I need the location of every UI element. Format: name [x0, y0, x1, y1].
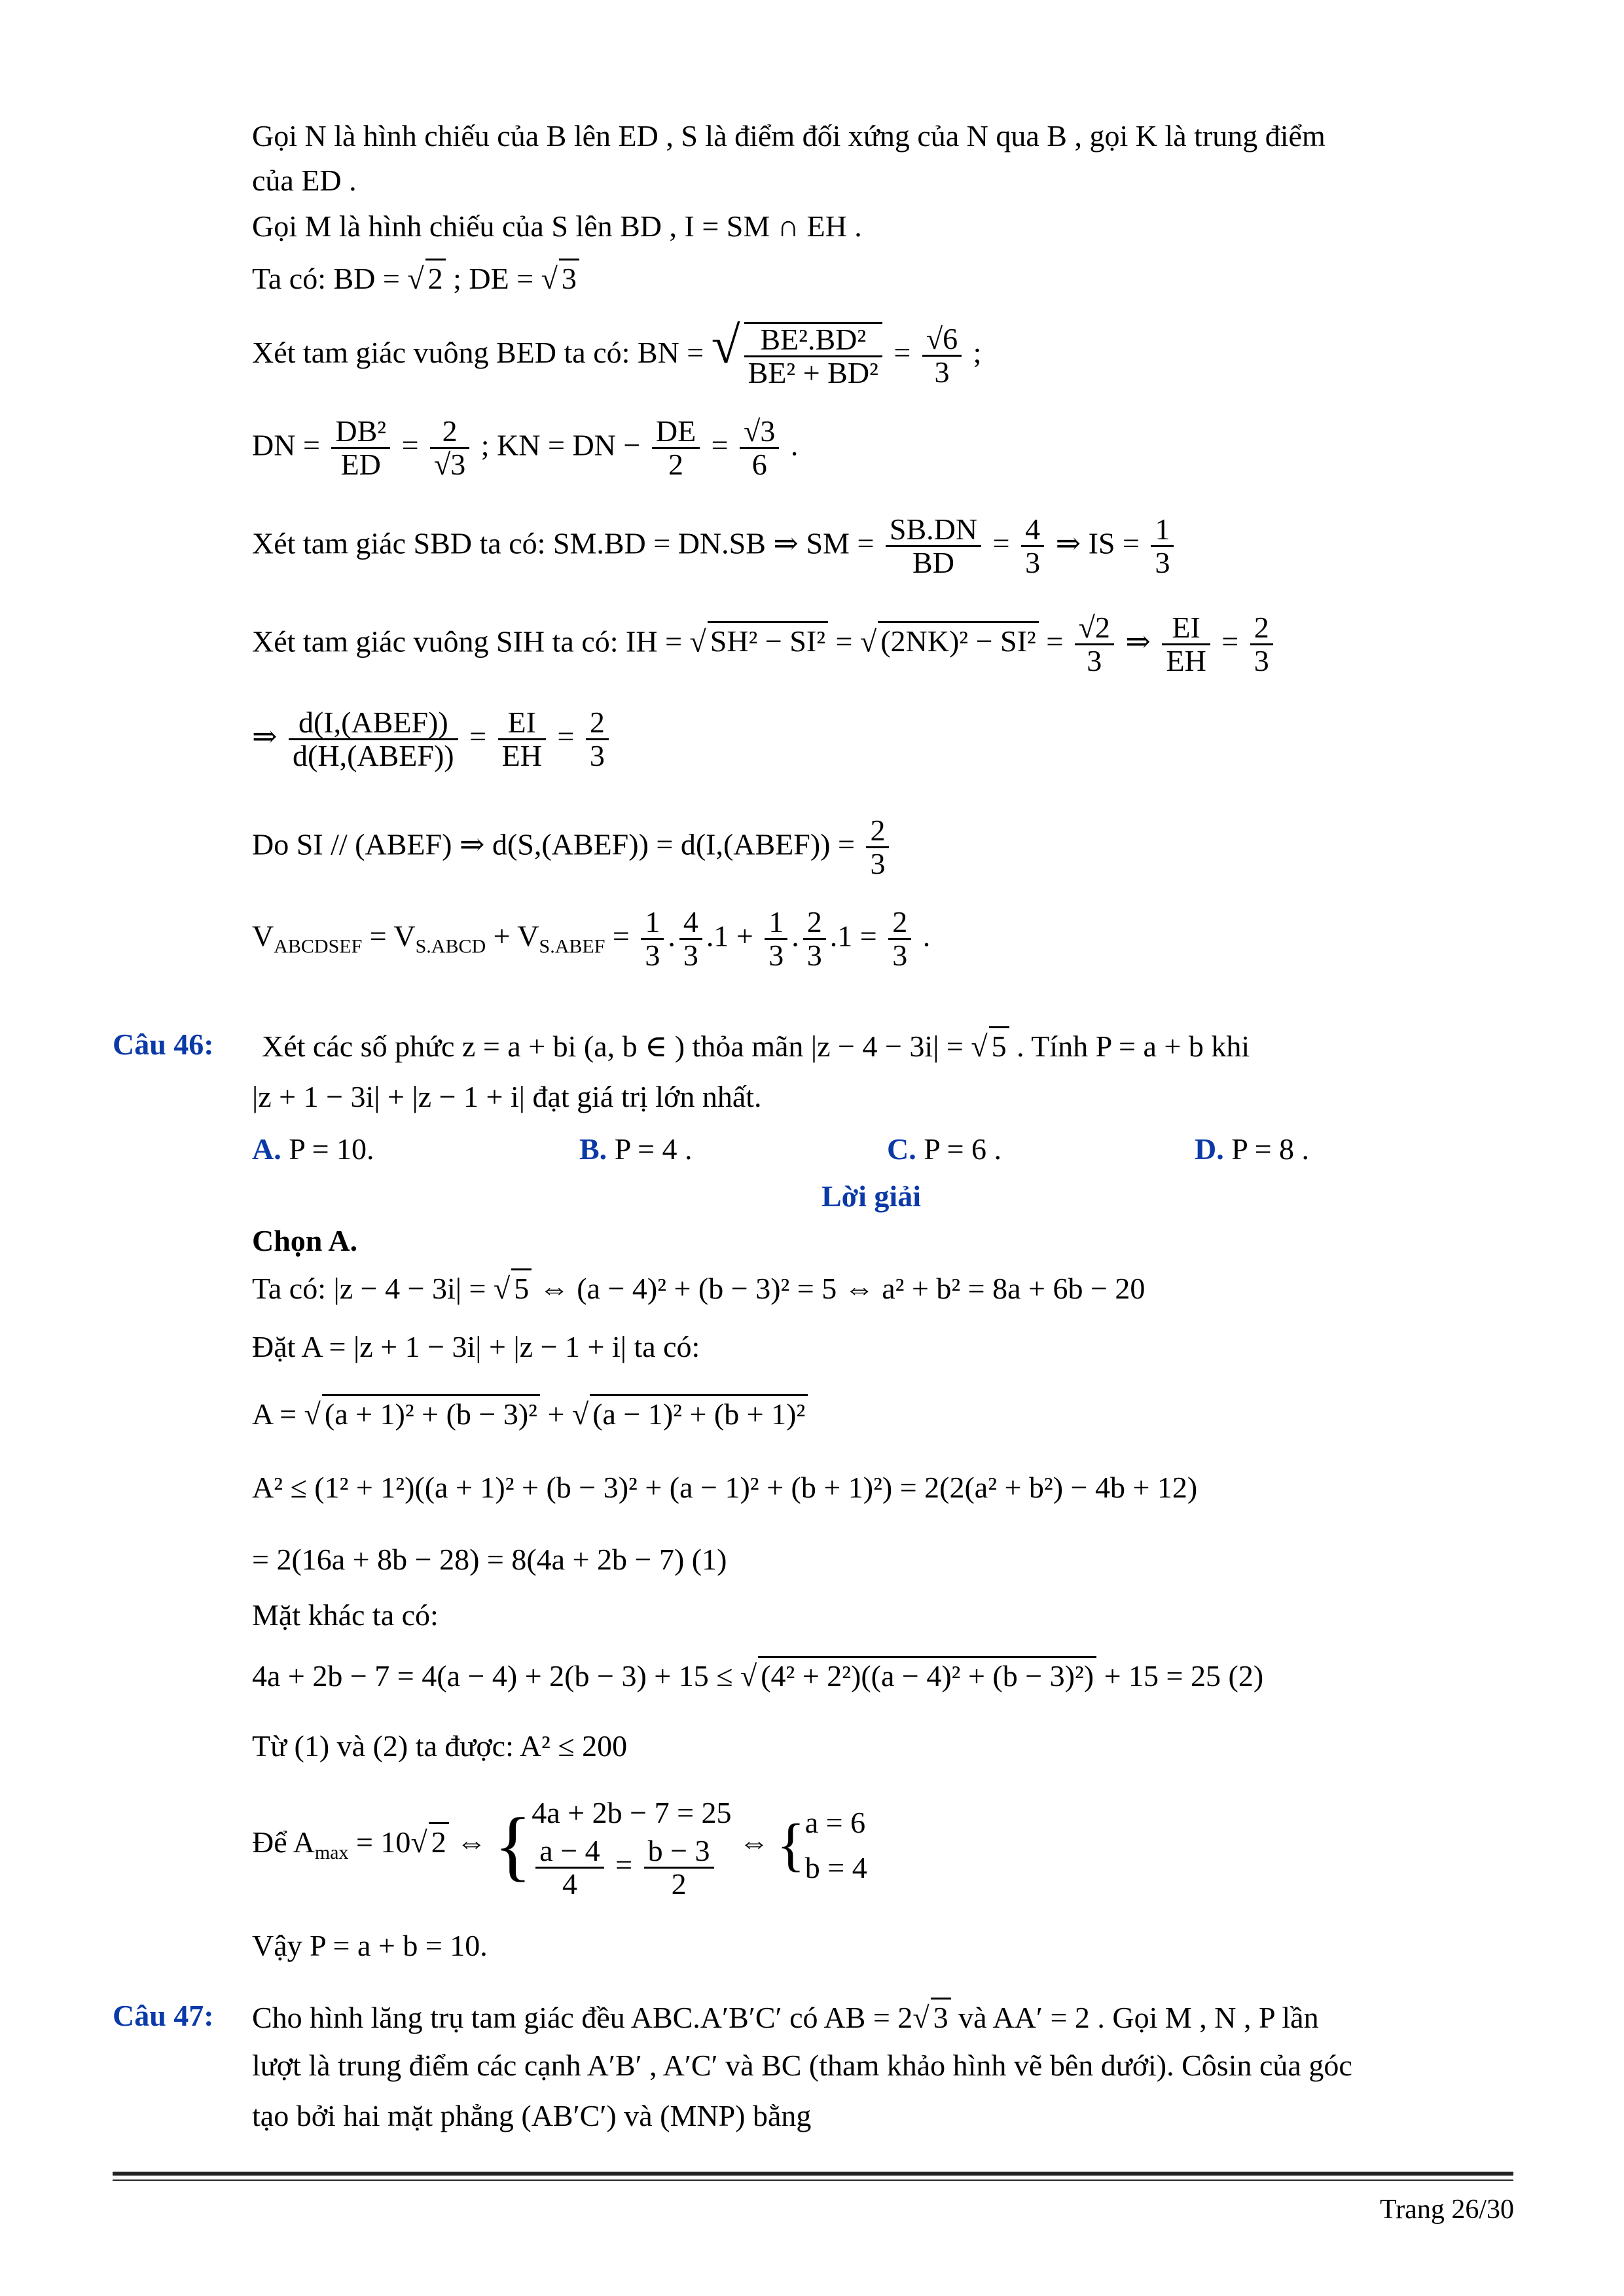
solution-line: Từ (1) và (2) ta được: A² ≤ 200 — [252, 1729, 628, 1763]
formula-line: Do SI // (ABEF) ⇒ d(S,(ABEF)) = d(I,(ABEF)) = $\frac{2}{3}$ — [252, 815, 893, 880]
formula-line: Xét tam giác SBD ta có: SM.BD = DN.SB ⇒ SM = $\frac{SB.DN}{BD}$ = $\frac{4}{3}$ ⇒ IS = $\frac{1}{3}$ — [252, 514, 1178, 579]
answer-option-b: B. P = 4 . — [579, 1132, 693, 1166]
page-number: Trang 26/30 — [1380, 2195, 1514, 2225]
text-line: của ED . — [252, 164, 357, 197]
question-46-text: |z + 1 − 3i| + |z − 1 + i| đạt giá trị lớn nhất. — [252, 1080, 762, 1113]
formula-line: $V_{ABCDSEF} = V_{S.ABCD} + V_{S.ABEF}$ = $\frac{1}{3}$ . $\frac{4}{3}$ .1 + $\frac{1}{3}$ . $\frac{2}{3}$ .1 = $\frac{2}{3}$ . — [252, 905, 931, 973]
formula-line: Xét tam giác vuông BED ta có: BN = √ $\frac{\text{BE².BD²}}{\text{BE² + BD²}}$ = $\frac{√6}{3}$ ; — [252, 317, 982, 390]
chosen-answer: Chọn A. — [252, 1224, 358, 1257]
answer-option-d: D. P = 8 . — [1195, 1132, 1310, 1166]
solution-line: A = √ (a + 1)² + (b − 3)² + √ (a − 1)² + (b + 1)² — [252, 1394, 808, 1432]
solution-line: 4a + 2b − 7 = 4(a − 4) + 2(b − 3) + 15 ≤ √ (4² + 2²)((a − 4)² + (b − 3)²) + 15 = 25 (2) — [252, 1656, 1263, 1694]
formula-line: DN = $\frac{\text{DB²}}{ED}$ = $\frac{2}{√3}$ ; KN = DN − $\frac{DE}{2}$ = $\frac{√3}{6}$ . — [252, 414, 799, 482]
text-line: Gọi M là hình chiếu của S lên BD , I = SM ∩ EH . — [252, 209, 862, 243]
question-46-label: Câu 46: — [113, 1028, 214, 1061]
solution-line: Mặt khác ta có: — [252, 1598, 439, 1632]
solution-conclusion: Vậy P = a + b = 10. — [252, 1929, 488, 1962]
answer-option-a: A. P = 10. — [252, 1132, 374, 1166]
footer-divider-thin — [113, 2179, 1513, 2181]
formula-line: Xét tam giác vuông SIH ta có: IH = √ SH² − SI² = √ (2NK)² − SI² = $\frac{√2}{3}$ ⇒ $\frac{EI}{EH}$ = $\frac{2}{3}$ — [252, 612, 1277, 677]
question-47-text: tạo bởi hai mặt phẳng (AB′C′) và (MNP) bằng — [252, 2099, 812, 2132]
formula-line: ⇒ $\frac{\text{d(I,(ABEF))}}{\text{d(H,(ABEF))}}$ = $\frac{EI}{EH}$ = $\frac{2}{3}$ — [252, 707, 613, 772]
solution-line: = 2(16a + 8b − 28) = 8(4a + 2b − 7) (1) — [252, 1543, 727, 1576]
solution-title: Lời giải — [821, 1179, 921, 1213]
text-line: Ta có: BD = √ 2 ; DE = √ 3 — [252, 259, 579, 296]
text-line: Gọi N là hình chiếu của B lên ED , S là điểm đối xứng của N qua B , gọi K là trung điểm — [252, 119, 1326, 152]
footer-divider — [113, 2172, 1513, 2176]
question-47-text: Cho hình lăng trụ tam giác đều ABC.A′B′C′ có AB = 2√ 3 và AA′ = 2 . Gọi M , N , P lần — [252, 1998, 1319, 2036]
solution-line: Ta có: |z − 4 − 3i| = √ 5 ⇔ (a − 4)² + (b − 3)² = 5 ⇔ a² + b² = 8a + 6b − 20 — [252, 1268, 1145, 1306]
question-46-text: Xét các số phức z = a + bi (a, b ∈ ) thỏa mãn |z − 4 − 3i| = √ 5 . Tính P = a + b khi — [262, 1026, 1250, 1064]
question-47-label: Câu 47: — [113, 1999, 214, 2032]
solution-system: Để $A_{max} = 10√$ 2 ⇔ { 4a + 2b − 7 = 25 $\frac{a - 4}{4}$ = $\frac{b - 3}{2}$ ⇔ { a = 6 b = 4 — [252, 1796, 867, 1901]
answer-option-c: C. P = 6 . — [887, 1132, 1002, 1166]
solution-line: Đặt A = |z + 1 − 3i| + |z − 1 + i| ta có: — [252, 1330, 700, 1363]
solution-line: A² ≤ (1² + 1²)((a + 1)² + (b − 3)² + (a − 1)² + (b + 1)²) = 2(2(a² + b²) − 4b + 12) — [252, 1471, 1198, 1504]
question-47-text: lượt là trung điểm các cạnh A′B′ , A′C′ và BC (tham khảo hình vẽ bên dưới). Côsin của góc — [252, 2049, 1352, 2082]
